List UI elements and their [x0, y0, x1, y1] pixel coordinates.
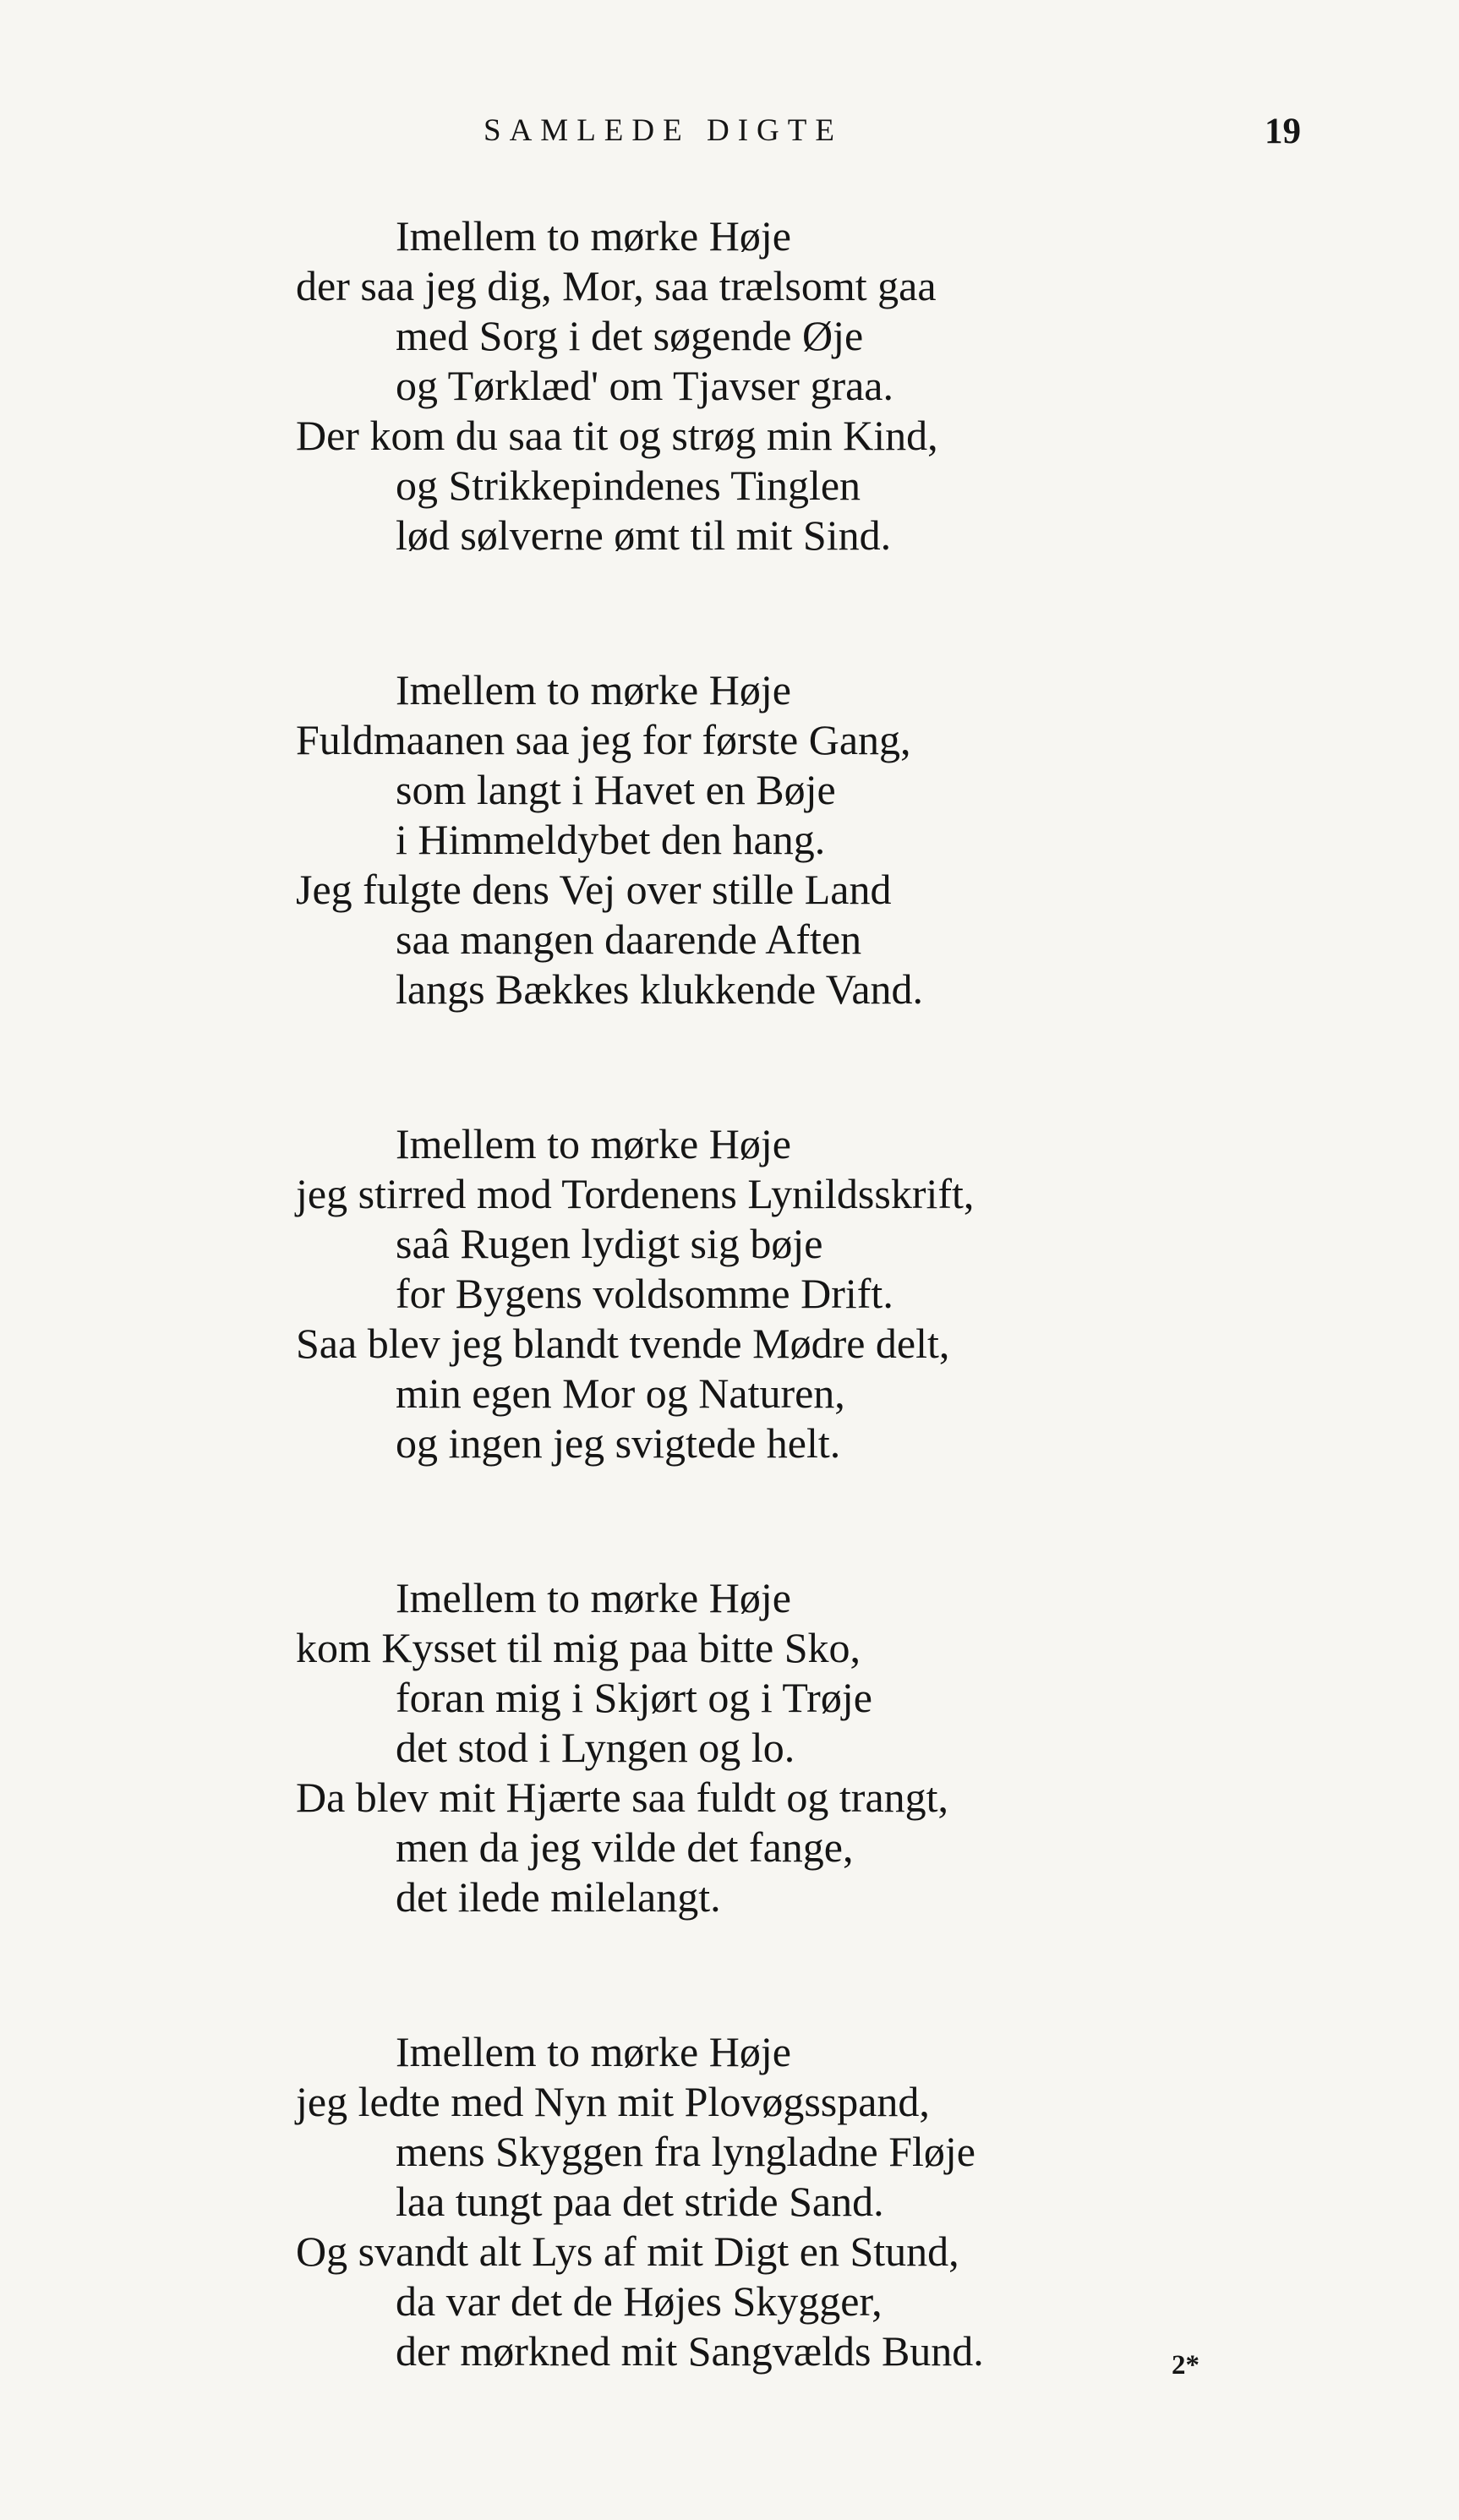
verse-line: det stod i Lyngen og lo.: [396, 1724, 795, 1771]
verse-line: der saa jeg dig, Mor, saa trælsomt gaa: [296, 262, 937, 309]
verse-line: Fuldmaanen saa jeg for første Gang,: [296, 716, 911, 763]
poem: [0, 211, 1459, 2481]
stanza: [0, 665, 1459, 1014]
stanza: [0, 1119, 1459, 1468]
verse-line: min egen Mor og Naturen,: [396, 1369, 845, 1417]
verse-line: som langt i Havet en Bøje: [396, 766, 836, 813]
verse-line: med Sorg i det søgende Øje: [396, 312, 864, 359]
verse-line: i Himmeldybet den hang.: [396, 816, 826, 863]
verse-line: foran mig i Skjørt og i Trøje: [396, 1674, 872, 1721]
verse-line: og Strikkepindenes Tinglen: [396, 462, 861, 509]
verse-line: for Bygens voldsomme Drift.: [396, 1270, 893, 1317]
stanza: [0, 1573, 1459, 1922]
verse-line: Og svandt alt Lys af mit Digt en Stund,: [296, 2228, 959, 2275]
verse-line: men da jeg vilde det fange,: [396, 1823, 854, 1871]
verse-line: saâ Rugen lydigt sig bøje: [396, 1220, 823, 1267]
verse-line: der mørkned mit Sangvælds Bund.: [396, 2327, 984, 2375]
verse-line: og ingen jeg svigtede helt.: [396, 1419, 841, 1467]
verse-line: da var det de Højes Skygger,: [396, 2277, 883, 2325]
stanza: [0, 2027, 1459, 2376]
running-header-title: SAMLEDE DIGTE: [484, 113, 843, 148]
verse-line: det ilede milelangt.: [396, 1873, 721, 1921]
verse-line: saa mangen daarende Aften: [396, 916, 862, 963]
verse-line: Der kom du saa tit og strøg min Kind,: [296, 412, 938, 459]
verse-line: Imellem to mørke Høje: [396, 666, 791, 713]
verse-line: jeg stirred mod Tordenens Lynildsskrift,: [296, 1170, 975, 1217]
signature-mark: 2*: [1172, 2350, 1199, 2381]
verse-line: Saa blev jeg blandt tvende Mødre delt,: [296, 1320, 950, 1367]
verse-line: kom Kysset til mig paa bitte Sko,: [296, 1624, 861, 1671]
page-number: 19: [1265, 112, 1301, 151]
verse-line: Jeg fulgte dens Vej over stille Land: [296, 866, 892, 913]
verse-line: laa tungt paa det stride Sand.: [396, 2178, 884, 2225]
verse-line: Imellem to mørke Høje: [396, 212, 791, 260]
verse-line: Imellem to mørke Høje: [396, 1574, 791, 1621]
verse-line: mens Skyggen fra lyngladne Fløje: [396, 2128, 975, 2175]
verse-line: og Tørklæd' om Tjavser graa.: [396, 362, 893, 409]
verse-line: Imellem to mørke Høje: [396, 1120, 791, 1167]
verse-line: Da blev mit Hjærte saa fuldt og trangt,: [296, 1774, 949, 1821]
verse-line: lød sølverne ømt til mit Sind.: [396, 511, 892, 559]
verse-line: jeg ledte med Nyn mit Plovøgsspand,: [296, 2078, 930, 2125]
stanza: [0, 211, 1459, 560]
verse-line: langs Bækkes klukkende Vand.: [396, 965, 924, 1013]
verse-line: Imellem to mørke Høje: [396, 2028, 791, 2075]
